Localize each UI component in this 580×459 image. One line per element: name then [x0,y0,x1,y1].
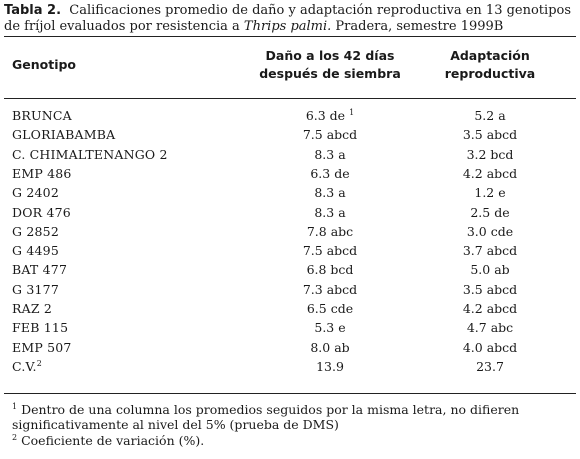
header-rule [4,98,576,99]
caption-label: Tabla 2. [4,3,62,18]
footnote-2 [12,433,572,448]
header-dano [255,47,405,83]
table-row [0,260,580,279]
cell-genotipo [12,106,72,125]
cell-genotipo [12,299,52,318]
caption-italic: Thrips palmi. [243,19,332,34]
genotipo-text: FEB 115 [12,320,69,336]
cell-genotipo [12,260,67,279]
top-rule [4,36,576,37]
header-genotipo: Genotipo [12,57,77,72]
caption-text-after: Pradera, semestre 1999B [331,19,504,34]
table-row [0,203,580,222]
header-adaptacion [430,47,550,83]
cell-adaptacion: 3.7 abcd [462,243,518,259]
cell-adaptacion: 1.2 e [474,185,506,201]
header-adapt-line2: reproductiva [444,66,536,81]
dano-text: 7.8 abc [306,223,354,239]
cell-dano [255,357,405,376]
cell-adaptacion: 23.7 [476,358,504,374]
dano-text: 8.3 a [314,146,346,162]
cell-adaptacion: 4.2 abcd [462,165,518,181]
footnote-mark: 1 [349,107,355,117]
cell-dano [255,164,405,183]
cell-dano [255,106,405,125]
dano-text: 6.5 cde [306,301,354,316]
footnote-text: Coeficiente de variación (%). [21,433,205,448]
genotipo-text: BAT 477 [12,262,68,278]
table-caption [4,3,576,35]
dano-text: 7.5 abcd [302,127,358,143]
dano-text: 7.3 abcd [302,281,358,297]
genotipo-text: BRUNCA [12,108,72,123]
table-row [0,106,580,125]
cell-dano [255,125,405,144]
table-row [0,145,580,164]
genotipo-text: EMP 507 [12,339,72,355]
cell-adaptacion: 3.2 bcd [466,146,514,162]
dano-text: 13.9 [316,358,344,374]
genotipo-text: RAZ 2 [12,301,53,316]
cell-genotipo [12,183,59,202]
genotipo-text: G 4495 [12,243,59,259]
cell-adaptacion: 5.2 a [474,108,506,123]
footnote-1 [12,402,572,432]
footnote-text: Dentro de una columna los promedios seguidos por la misma letra, no difieren significativamente al nivel del 5% (prueba de DMS) [12,402,520,432]
genotipo-text: DOR 476 [12,204,71,220]
cell-adaptacion: 2.5 de [470,204,510,220]
table-row [0,318,580,337]
dano-text: 7.5 abcd [302,243,358,259]
genotipo-text: C.V. [12,358,37,374]
cell-dano [255,260,405,279]
genotipo-text: G 3177 [12,281,59,297]
cell-adaptacion: 3.5 abcd [462,127,518,143]
table-row [0,183,580,202]
cell-adaptacion: 3.0 cde [466,223,514,239]
cell-genotipo [12,338,72,357]
genotipo-text: G 2852 [12,223,59,239]
cell-dano [255,299,405,318]
cell-genotipo [12,203,71,222]
table-row [0,125,580,144]
cell-dano [255,318,405,337]
cell-dano [255,203,405,222]
cell-adaptacion: 4.0 abcd [462,339,518,355]
dano-text: 8.3 a [314,185,346,201]
dano-text: 6.8 bcd [306,262,354,278]
cell-adaptacion: 3.5 abcd [462,281,518,297]
table-row [0,338,580,357]
cell-dano [255,183,405,202]
dano-text: 6.3 de [310,165,350,181]
cell-dano [255,241,405,260]
table-row [0,357,580,376]
cell-genotipo [12,357,42,376]
table-row [0,280,580,299]
cell-dano [255,338,405,357]
cell-dano [255,222,405,241]
cell-genotipo [12,125,115,144]
table-row [0,299,580,318]
cell-dano [255,145,405,164]
cell-genotipo [12,164,72,183]
caption-text: Calificaciones promedio de daño y adaptación reproductiva en 13 genotipos de fríjol evaluados por resistencia a [4,3,572,34]
cell-genotipo [12,280,59,299]
cell-genotipo [12,241,59,260]
cell-dano [255,280,405,299]
genotipo-text: GLORIABAMBA [12,127,116,143]
footnote-mark: 2 [36,358,43,368]
genotipo-text: EMP 486 [12,165,72,181]
table-row [0,222,580,241]
dano-text: 6.3 de [305,108,346,123]
bottom-rule [4,393,576,394]
table-row [0,164,580,183]
cell-adaptacion: 4.7 abc [466,320,514,336]
cell-genotipo [12,222,59,241]
cell-genotipo [12,318,68,337]
header-adapt-line1: Adaptación [450,48,530,63]
dano-text: 5.3 e [314,320,346,336]
table-row [0,241,580,260]
genotipo-text: C. CHIMALTENANGO 2 [12,146,168,162]
cell-adaptacion: 5.0 ab [470,262,510,278]
genotipo-text: G 2402 [12,185,59,201]
header-dano-line1: Daño a los 42 días [265,48,395,63]
footnote-mark: 1 [12,401,18,411]
cell-adaptacion: 4.2 abcd [462,301,518,316]
header-dano-line2: después de siembra [259,66,401,81]
dano-text: 8.0 ab [310,339,350,355]
footnote-mark: 2 [12,432,18,442]
dano-text: 8.3 a [314,204,346,220]
cell-genotipo [12,145,168,164]
